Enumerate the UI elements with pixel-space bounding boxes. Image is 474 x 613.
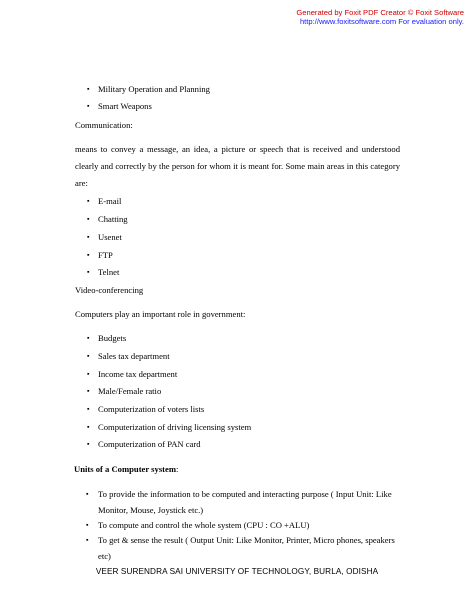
list-item-text: Smart Weapons — [98, 101, 152, 111]
bullet-icon: ▪ — [87, 370, 90, 378]
bullet-icon: ▪ — [87, 423, 90, 431]
bullet-icon: ▪ — [87, 440, 90, 448]
bullet-icon: ▪ — [86, 490, 89, 498]
units-heading — [74, 464, 178, 475]
bullet-icon: ▪ — [87, 251, 90, 259]
units-heading-colon: : — [176, 464, 179, 474]
bullet-icon: ▪ — [86, 521, 89, 529]
bullet-icon: ▪ — [86, 536, 89, 544]
list-item-text: Sales tax department — [98, 351, 170, 361]
list-item-text: E-mail — [98, 196, 122, 206]
units-heading-text: Units of a Computer system — [74, 464, 177, 474]
bullet-icon: ▪ — [87, 268, 90, 276]
bullet-icon: ▪ — [87, 334, 90, 342]
list-item-text: Usenet — [98, 232, 122, 242]
list-item-text: To provide the information to be computed and interacting purpose ( Input Unit: Like Monitor, Mouse, Joystick etc.) — [98, 489, 392, 515]
page-footer: VEER SURENDRA SAI UNIVERSITY OF TECHNOLOGY, BURLA, ODISHA — [95, 567, 379, 576]
bullet-icon: ▪ — [87, 102, 90, 110]
video-conferencing-text: Video-conferencing — [75, 285, 144, 295]
bullet-icon: ▪ — [87, 215, 90, 223]
foxit-watermark — [296, 8, 464, 26]
bullet-icon: ▪ — [87, 405, 90, 413]
bullet-icon: ▪ — [87, 197, 90, 205]
list-item-text: Telnet — [98, 267, 120, 277]
list-item-text: Male/Female ratio — [98, 386, 162, 396]
list-item-text: Budgets — [98, 333, 127, 343]
list-item-text: Computerization of voters lists — [98, 404, 205, 414]
list-item-text: Computerization of PAN card — [98, 439, 201, 449]
list-item-text: Computerization of driving licensing system — [98, 422, 252, 432]
watermark-line-2[interactable]: http://www.foxitsoftware.com For evaluation only. — [299, 17, 464, 26]
list-item-text: Chatting — [98, 214, 128, 224]
list-item-text: Military Operation and Planning — [98, 84, 210, 94]
bullet-icon: ▪ — [87, 387, 90, 395]
government-intro: Computers play an important role in government: — [75, 309, 246, 319]
list-item-text: To compute and control the whole system (CPU : CO +ALU) — [98, 520, 310, 530]
list-item-text: FTP — [98, 250, 113, 260]
bullet-icon: ▪ — [87, 85, 90, 93]
watermark-line-1: Generated by Foxit PDF Creator © Foxit Software — [296, 8, 464, 17]
communication-heading: Communication: — [75, 120, 133, 130]
communication-paragraph: means to convey a message, an idea, a picture or speech that is received and understood clearly and correctly by the person for whom it is meant for. Some main areas in this category are: — [75, 144, 400, 188]
bullet-icon: ▪ — [87, 352, 90, 360]
bullet-icon: ▪ — [87, 233, 90, 241]
list-item-text: Income tax department — [98, 369, 178, 379]
list-item-text: To get & sense the result ( Output Unit: Like Monitor, Printer, Micro phones, speakers etc) — [98, 535, 395, 561]
